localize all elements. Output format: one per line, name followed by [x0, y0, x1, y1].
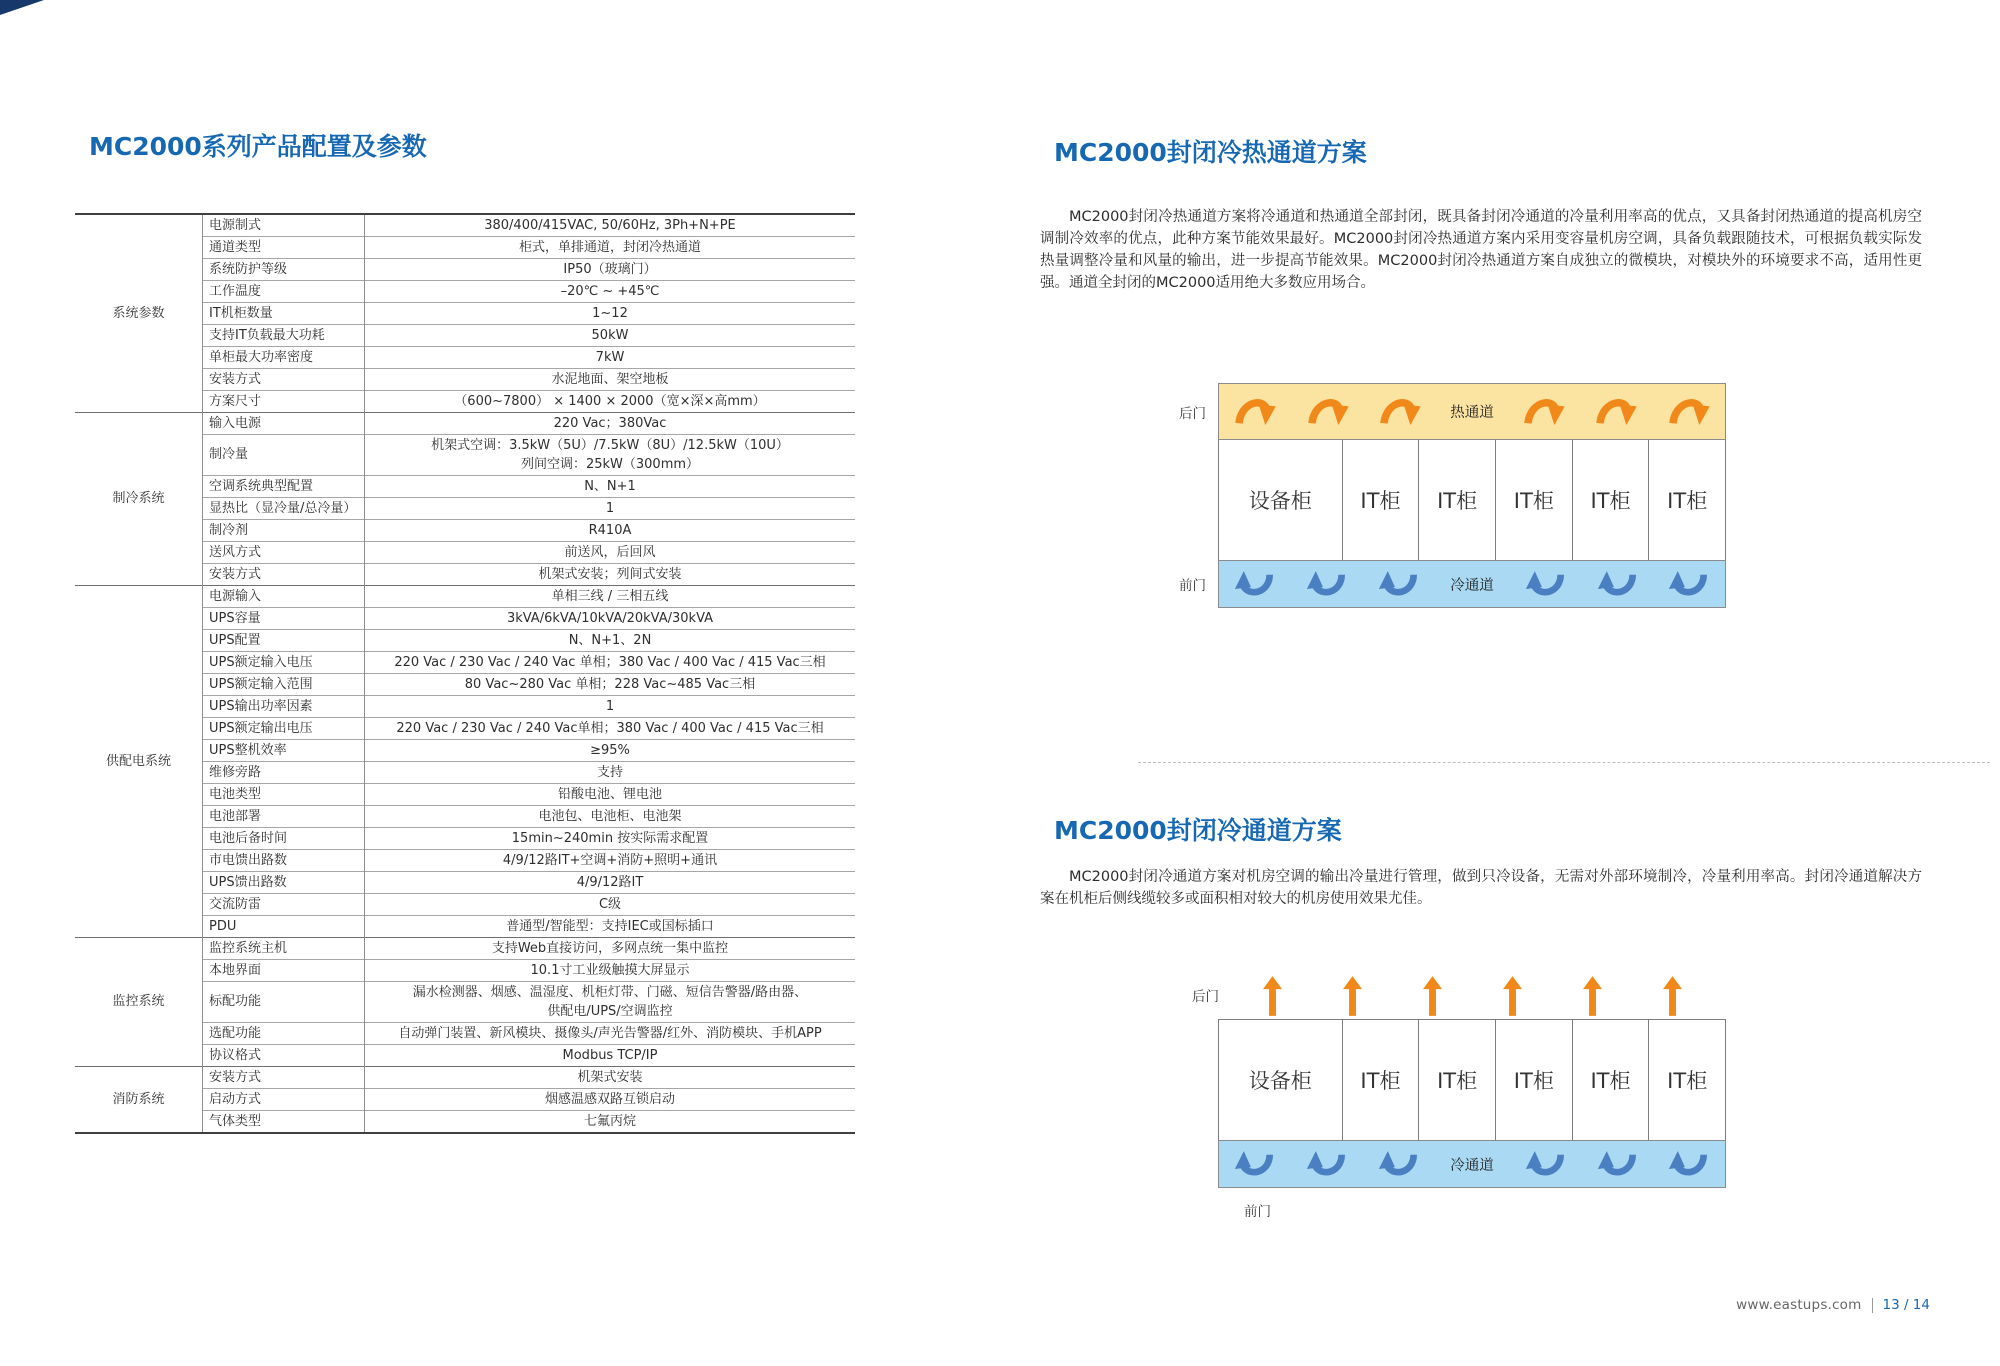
spec-attr-label: UPS额定输入范围	[203, 674, 365, 696]
spec-attr-value	[365, 303, 856, 325]
it-cabinet-cell: IT柜	[1648, 1020, 1725, 1140]
spec-attr-label: 电源输入	[203, 586, 365, 608]
spec-row	[75, 215, 855, 237]
spec-value-line: IP50（玻璃门）	[563, 262, 657, 277]
spec-attr-value	[365, 784, 856, 806]
spec-attr-label: 启动方式	[203, 1089, 365, 1111]
spec-table-title: MC2000系列产品配置及参数	[89, 132, 427, 161]
cold-airflow-arrow-icon	[1597, 1150, 1638, 1179]
hot-cold-scheme-title: MC2000封闭冷热通道方案	[1054, 138, 1367, 167]
exhaust-up-arrow-icon	[1263, 975, 1282, 1017]
cold-airflow-arrow-icon	[1234, 570, 1275, 599]
exhaust-up-arrow-icon	[1343, 975, 1362, 1017]
spec-attr-label: 方案尺寸	[203, 391, 365, 413]
spec-attr-label: UPS输出功率因素	[203, 696, 365, 718]
spec-attr-label: 安装方式	[203, 369, 365, 391]
spec-attr-label: 协议格式	[203, 1045, 365, 1067]
hot-aisle-band	[1179, 383, 1726, 440]
spec-value-line: 支持Web直接访问，多网点统一集中监控	[491, 941, 729, 956]
spec-value-line: 支持	[596, 765, 623, 780]
hot-airflow-arrow-icon	[1378, 396, 1422, 428]
spec-attr-value	[365, 237, 856, 259]
spec-value-line: 列间空调：25kW（300mm）	[520, 457, 700, 472]
spec-attr-value	[365, 520, 856, 542]
it-cabinet-cell: IT柜	[1342, 1020, 1419, 1140]
spec-value-line: 七氟丙烷	[583, 1114, 636, 1129]
spec-attr-value	[365, 476, 856, 498]
spec-attr-value	[365, 982, 856, 1023]
spec-attr-label: 输入电源	[203, 413, 365, 435]
spec-attr-value	[365, 413, 856, 435]
spec-value-line: 220 Vac / 230 Vac / 240 Vac 单相；380 Vac / 400 Vac / 415 Vac三相	[394, 655, 826, 670]
footer-page-number: 13 / 14	[1882, 1297, 1930, 1313]
spec-attr-label: 制冷剂	[203, 520, 365, 542]
spec-row	[75, 413, 855, 435]
spec-value-line: ≥95%	[590, 743, 630, 758]
spec-attr-value	[365, 806, 856, 828]
spec-attr-value	[365, 1089, 856, 1111]
it-cabinet-cell: IT柜	[1572, 440, 1649, 560]
cold-aisle-band	[1218, 1140, 1726, 1188]
cold-airflow-arrow-icon	[1306, 570, 1347, 599]
spec-value-line: 机架式安装	[577, 1070, 643, 1085]
spec-value-line: 自动弹门装置、新风模块、摄像头/声光告警器/红外、消防模块、手机APP	[398, 1026, 822, 1041]
spec-table-wrap	[75, 213, 855, 1134]
spec-attr-value	[365, 894, 856, 916]
spec-attr-value	[365, 850, 856, 872]
spec-value-line: 前送风，后回风	[564, 545, 656, 560]
it-cabinet-cell: IT柜	[1495, 440, 1572, 560]
cabinet-row	[1218, 439, 1726, 561]
spec-value-line: 4/9/12路IT	[576, 875, 644, 890]
spec-value-line: 烟感温感双路互锁启动	[544, 1092, 675, 1107]
hot-cold-aisle-diagram	[1179, 383, 1726, 608]
spec-attr-label: UPS容量	[203, 608, 365, 630]
equipment-cabinet-cell: 设备柜	[1219, 440, 1342, 560]
spec-value-line: 普通型/智能型：支持IEC或国标插口	[506, 919, 714, 934]
spec-attr-value	[365, 435, 856, 476]
spec-value-line: 80 Vac~280 Vac 单相；228 Vac~485 Vac三相	[464, 677, 756, 692]
spec-value-line: 机架式空调：3.5kW（5U）/7.5kW（8U）/12.5kW（10U）	[431, 438, 789, 453]
cold-airflow-arrow-icon	[1597, 570, 1638, 599]
spec-attr-value	[365, 828, 856, 850]
exhaust-up-arrow-icon	[1663, 975, 1682, 1017]
spec-value-line: 铅酸电池、锂电池	[557, 787, 662, 802]
it-cabinet-cell: IT柜	[1418, 440, 1495, 560]
spec-attr-label: 维修旁路	[203, 762, 365, 784]
spec-attr-value	[365, 696, 856, 718]
exhaust-up-arrow-icon	[1503, 975, 1522, 1017]
it-cabinet-cell: IT柜	[1495, 1020, 1572, 1140]
cold-airflow-arrow-icon	[1525, 1150, 1566, 1179]
schemes-column	[1040, 130, 1930, 1280]
spec-value-line: C级	[598, 897, 622, 912]
spec-group-label: 消防系统	[75, 1067, 203, 1133]
it-cabinet-cell: IT柜	[1572, 1020, 1649, 1140]
spec-row	[75, 586, 855, 608]
spec-attr-label: 电池后备时间	[203, 828, 365, 850]
spec-attr-label: 送风方式	[203, 542, 365, 564]
footer-divider	[1872, 1298, 1873, 1313]
spec-attr-label: 通道类型	[203, 237, 365, 259]
spec-value-line: 220 Vac；380Vac	[553, 416, 667, 431]
spec-attr-label: IT机柜数量	[203, 303, 365, 325]
spec-attr-label: 市电馈出路数	[203, 850, 365, 872]
cold-scheme-paragraph: MC2000封闭冷通道方案对机房空调的输出冷量进行管理，做到只冷设备，无需对外部环境制冷，冷量利用率高。封闭冷通道解决方案在机柜后侧线缆较多或面积相对较大的机房使用效果尤佳。	[1040, 869, 1922, 907]
spec-value-line: 1	[605, 501, 615, 516]
spec-attr-value	[365, 938, 856, 960]
section-divider	[1138, 762, 1990, 763]
spec-value-line: 50kW	[591, 328, 629, 343]
spec-attr-value	[365, 652, 856, 674]
it-cabinet-cell: IT柜	[1418, 1020, 1495, 1140]
spec-attr-label: 工作温度	[203, 281, 365, 303]
spec-attr-label: 电源制式	[203, 215, 365, 237]
spec-attr-label: 气体类型	[203, 1111, 365, 1133]
spec-value-line: 1	[605, 699, 615, 714]
spec-value-line: 380/400/415VAC, 50/60Hz, 3Ph+N+PE	[484, 218, 736, 233]
hot-airflow-arrow-icon	[1233, 396, 1277, 428]
spec-attr-value	[365, 391, 856, 413]
spec-attr-value	[365, 1111, 856, 1133]
cold-scheme-title: MC2000封闭冷通道方案	[1054, 816, 1342, 845]
spec-value-line: 4/9/12路IT+空调+消防+照明+通讯	[502, 853, 718, 868]
page-corner-decoration	[0, 0, 44, 15]
spec-attr-value	[365, 369, 856, 391]
spec-attr-label: UPS额定输入电压	[203, 652, 365, 674]
spec-attr-value	[365, 564, 856, 586]
spec-group-label: 供配电系统	[75, 586, 203, 938]
spec-attr-label: 单柜最大功率密度	[203, 347, 365, 369]
spec-value-line: 电池包、电池柜、电池架	[538, 809, 682, 824]
spec-group-label: 监控系统	[75, 938, 203, 1067]
spec-value-line: 水泥地面、架空地板	[551, 372, 669, 387]
spec-attr-label: 监控系统主机	[203, 938, 365, 960]
spec-attr-label: PDU	[203, 916, 365, 938]
exhaust-up-arrow-icon	[1423, 975, 1442, 1017]
spec-attr-value	[365, 586, 856, 608]
cold-airflow-arrow-icon	[1525, 570, 1566, 599]
spec-attr-label: 选配功能	[203, 1023, 365, 1045]
cold-aisle-label: 冷通道	[1450, 577, 1494, 594]
hot-cold-scheme-paragraph: MC2000封闭冷热通道方案将冷通道和热通道全部封闭，既具备封闭冷通道的冷量利用率高的优点，又具备封闭热通道的提高机房空调制冷效率的优点，此种方案节能效果最好。MC2000封闭冷热通道方案内采用变容量机房空调，具备负载跟随技术，可根据负载实际发热量调整冷量和风量的输出，进一步提高节能效果。MC2000封闭冷热通道方案自成独立的微模块，对模块外的环境要求不高，适用性更强。通道全封闭的MC2000适用绝大多数应用场合。	[1040, 209, 1922, 291]
spec-attr-value	[365, 498, 856, 520]
back-door-label: 后门	[1179, 405, 1206, 422]
spec-attr-value	[365, 281, 856, 303]
spec-value-line: 单相三线 / 三相五线	[551, 589, 669, 604]
cold-airflow-arrow-icon	[1234, 1150, 1275, 1179]
spec-attr-value	[365, 1067, 856, 1089]
spec-table	[75, 215, 855, 1132]
spec-attr-label: 空调系统典型配置	[203, 476, 365, 498]
spec-attr-label: 交流防雷	[203, 894, 365, 916]
exhaust-up-arrow-icon	[1583, 975, 1602, 1017]
spec-value-line: 漏水检测器、烟感、温湿度、机柜灯带、门磁、短信告警器/路由器、	[412, 985, 808, 1000]
hot-airflow-arrow-icon	[1522, 396, 1566, 428]
cold-airflow-arrow-icon	[1378, 1150, 1419, 1179]
cold-aisle-band	[1179, 560, 1726, 608]
spec-attr-value	[365, 718, 856, 740]
spec-attr-label: 系统防护等级	[203, 259, 365, 281]
spec-value-line: N、N+1	[584, 479, 636, 494]
spec-attr-label: 制冷量	[203, 435, 365, 476]
it-cabinet-cell: IT柜	[1342, 440, 1419, 560]
spec-row	[75, 938, 855, 960]
spec-attr-value	[365, 740, 856, 762]
spec-attr-label: 支持IT负载最大功耗	[203, 325, 365, 347]
spec-value-line: 10.1寸工业级触摸大屏显示	[530, 963, 690, 978]
front-door-label: 前门	[1179, 578, 1206, 594]
spec-attr-label: UPS整机效率	[203, 740, 365, 762]
spec-attr-label: UPS馈出路数	[203, 872, 365, 894]
hot-airflow-arrow-icon	[1667, 396, 1711, 428]
it-cabinet-cell: IT柜	[1648, 440, 1725, 560]
cold-aisle-diagram	[1192, 973, 1726, 1220]
spec-attr-value	[365, 325, 856, 347]
spec-attr-value	[365, 347, 856, 369]
equipment-cabinet-cell: 设备柜	[1219, 1020, 1342, 1140]
spec-attr-label: 电池部署	[203, 806, 365, 828]
spec-value-line: 供配电/UPS/空调监控	[547, 1004, 673, 1019]
cold-airflow-arrow-icon	[1378, 570, 1419, 599]
spec-value-line: 15min~240min 按实际需求配置	[511, 831, 709, 846]
spec-value-line: 1~12	[592, 306, 628, 321]
spec-row	[75, 1067, 855, 1089]
cabinet-row	[1218, 1019, 1726, 1141]
spec-value-line: –20℃ ~ +45℃	[560, 284, 660, 299]
spec-attr-value	[365, 960, 856, 982]
spec-value-line: （600~7800） × 1400 × 2000（宽×深×高mm）	[454, 394, 766, 409]
spec-attr-label: 本地界面	[203, 960, 365, 982]
spec-group-label: 系统参数	[112, 305, 165, 321]
footer-url[interactable]: www.eastups.com	[1736, 1297, 1862, 1313]
spec-value-line: 3kVA/6kVA/10kVA/20kVA/30kVA	[506, 611, 714, 626]
spec-value-line: 机架式安装；列间式安装	[538, 567, 682, 582]
spec-attr-value	[365, 608, 856, 630]
cold-airflow-arrow-icon	[1668, 570, 1709, 599]
spec-table-section	[75, 130, 855, 1134]
spec-value-line: Modbus TCP/IP	[562, 1048, 658, 1063]
front-door-label: 前门	[1244, 1204, 1271, 1220]
back-door-label: 后门	[1192, 989, 1219, 1005]
spec-attr-label: 电池类型	[203, 784, 365, 806]
cold-aisle-label: 冷通道	[1450, 1157, 1494, 1174]
spec-value-line: R410A	[588, 523, 632, 538]
hot-airflow-arrow-icon	[1594, 396, 1638, 428]
spec-attr-value	[365, 872, 856, 894]
spec-attr-value	[365, 674, 856, 696]
hot-airflow-arrow-icon	[1306, 396, 1350, 428]
spec-value-line: N、N+1、2N	[568, 633, 652, 648]
cold-airflow-arrow-icon	[1306, 1150, 1347, 1179]
spec-value-line: 7kW	[595, 350, 625, 365]
exhaust-arrows-row	[1192, 973, 1726, 1017]
spec-attr-label: 安装方式	[203, 564, 365, 586]
spec-attr-label: UPS配置	[203, 630, 365, 652]
spec-attr-value	[365, 1045, 856, 1067]
spec-attr-label: 显热比（显冷量/总冷量）	[203, 498, 365, 520]
spec-attr-value	[365, 259, 856, 281]
spec-attr-value	[365, 916, 856, 938]
spec-attr-label: 标配功能	[203, 982, 365, 1023]
spec-attr-value	[365, 1023, 856, 1045]
spec-group-label: 制冷系统	[75, 413, 203, 586]
spec-value-line: 220 Vac / 230 Vac / 240 Vac单相；380 Vac / 400 Vac / 415 Vac三相	[396, 721, 824, 736]
spec-attr-label: UPS额定输出电压	[203, 718, 365, 740]
page-footer	[1736, 1297, 1930, 1313]
spec-attr-label: 安装方式	[203, 1067, 365, 1089]
hot-aisle-label: 热通道	[1450, 405, 1494, 421]
spec-attr-value	[365, 542, 856, 564]
spec-attr-value	[365, 762, 856, 784]
cold-airflow-arrow-icon	[1668, 1150, 1709, 1179]
spec-attr-value	[365, 215, 856, 237]
spec-value-line: 柜式，单排通道，封闭冷热通道	[518, 240, 701, 255]
spec-attr-value	[365, 630, 856, 652]
